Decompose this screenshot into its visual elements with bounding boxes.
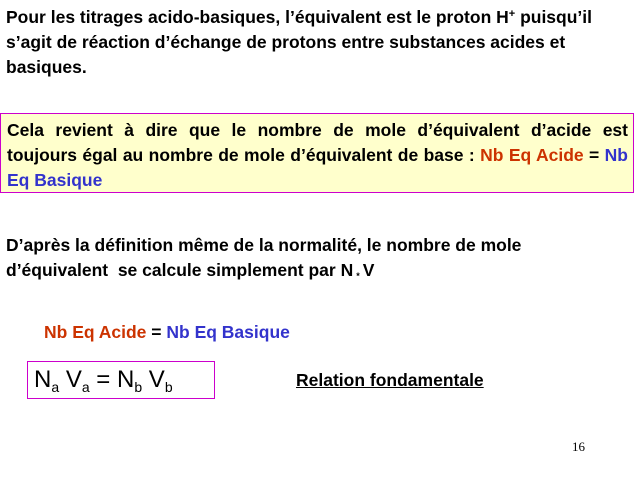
normality-text: D’après la définition même de la normalité, le nombre de mole d’équivalent se calcule simplement par N <box>6 235 522 280</box>
equals-sign: = <box>583 145 605 165</box>
formula-n-base: N <box>116 366 135 393</box>
intro-paragraph <box>6 5 626 80</box>
proton-charge-superscript: + <box>508 8 516 20</box>
formula-sub-b2: b <box>164 379 173 395</box>
intro-text-start: Pour les titrages acido-basiques, l’équivalent est le proton H <box>6 7 509 27</box>
formula-v-acid: V <box>65 366 82 393</box>
formula-sub-a2: a <box>81 379 90 395</box>
equation-base-term: Nb Eq Basique <box>166 322 290 342</box>
page-number: 16 <box>572 439 585 454</box>
equation-acid-term: Nb Eq Acide <box>44 322 147 342</box>
relation-label: Relation fondamentale <box>296 370 484 390</box>
fundamental-formula-box <box>27 361 215 399</box>
base-equivalent-term: Nb Eq Basique <box>7 145 628 190</box>
normality-paragraph <box>6 233 626 289</box>
acid-equivalent-term: Nb Eq Acide <box>480 145 584 165</box>
formula-v-base: V <box>148 366 165 393</box>
highlight-text: Cela revient à dire que le nombre de mole d’équivalent d’acide est toujours égal au nombre de mole d’équivalent de base : <box>7 120 628 165</box>
formula-n-acid: N <box>34 366 52 393</box>
intro-text-end: puisqu’il s’agit de réaction d’échange de protons entre substances acides et basiques. <box>6 7 593 77</box>
multiply-operator: * <box>356 271 360 281</box>
highlight-box <box>0 113 634 193</box>
equation-equals: = <box>146 322 167 342</box>
formula-sub-a1: a <box>51 379 60 395</box>
formula-sub-b1: b <box>134 379 143 395</box>
formula-equals: = <box>96 366 111 393</box>
volume-symbol: V <box>362 260 375 280</box>
equivalence-equation <box>44 320 290 345</box>
